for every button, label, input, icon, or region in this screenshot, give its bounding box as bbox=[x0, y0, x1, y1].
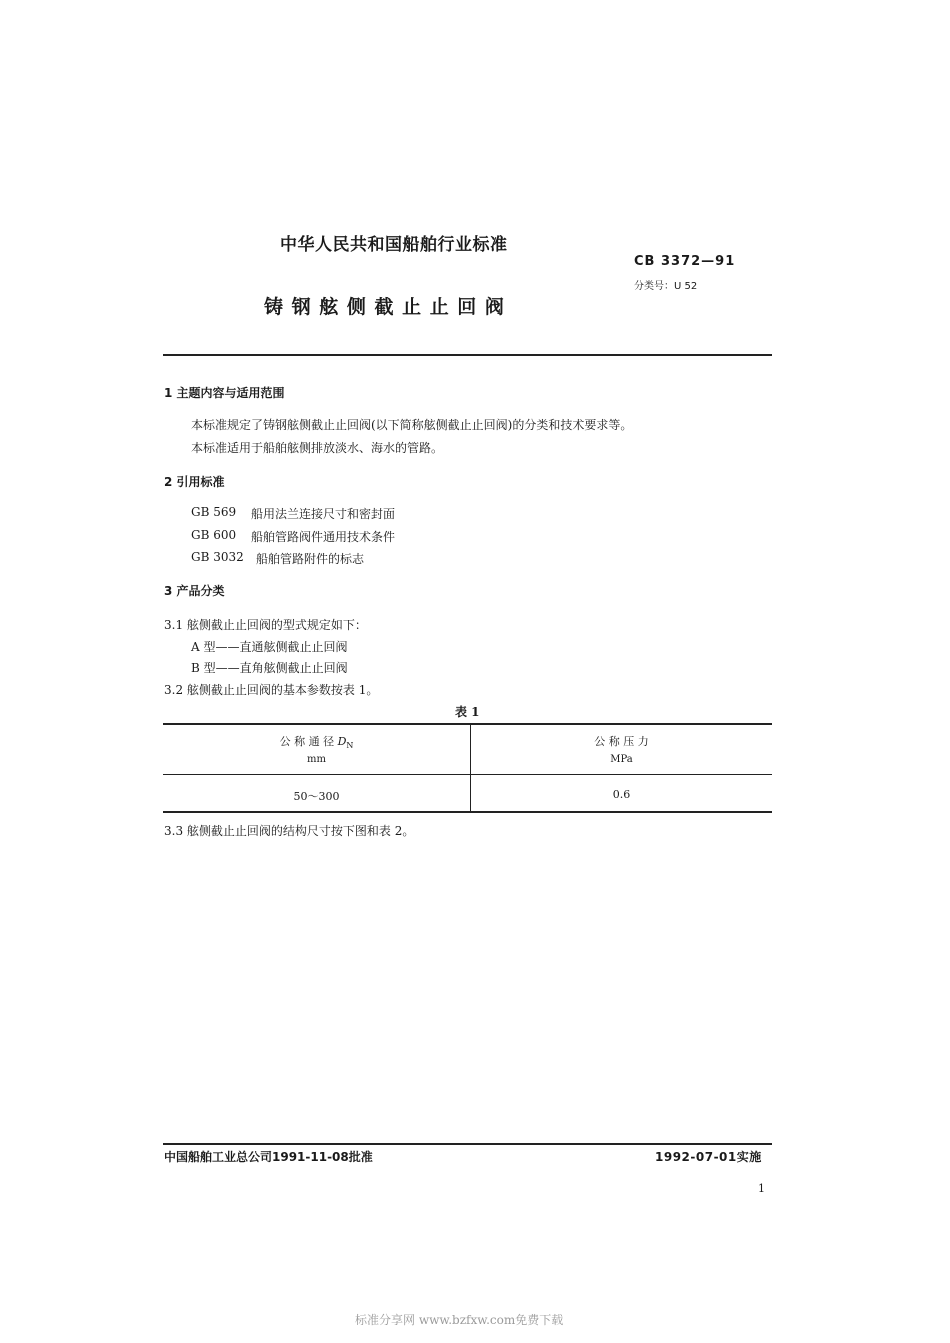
table-header-rule bbox=[163, 774, 772, 775]
table-header-nominal-diameter-unit: mm bbox=[307, 754, 326, 765]
section-2-heading: 2 引用标准 bbox=[164, 475, 225, 489]
table-cell-pressure: 0.6 bbox=[612, 788, 631, 801]
type-b-line: B 型——直角舷侧截止止回阀 bbox=[191, 661, 348, 675]
col1-head-symbol: D bbox=[337, 735, 347, 748]
section-3-heading: 3 产品分类 bbox=[164, 584, 225, 598]
standard-code: CB 3372—91 bbox=[634, 254, 736, 269]
table-caption: 表 1 bbox=[455, 705, 480, 719]
watermark-text: 标准分享网 www.bzfxw.com免费下载 bbox=[355, 1313, 564, 1327]
clause-3-2: 3.2 舷侧截止止回阀的基本参数按表 1。 bbox=[164, 683, 379, 697]
org-title: 中华人民共和国船舶行业标准 bbox=[280, 235, 508, 255]
table-bottom-rule bbox=[163, 811, 772, 813]
footer-divider bbox=[163, 1143, 772, 1145]
header-divider bbox=[163, 354, 772, 356]
reference-title: 船舶管路附件的标志 bbox=[256, 552, 365, 566]
col1-head-text: 公 称 通 径 bbox=[279, 735, 335, 748]
reference-code: GB 569 bbox=[191, 505, 237, 519]
table-top-rule bbox=[163, 723, 772, 725]
section-1-paragraph-2: 本标准适用于船舶舷侧排放淡水、海水的管路。 bbox=[191, 441, 444, 455]
approval-statement: 中国船舶工业总公司1991-11-08批准 bbox=[164, 1150, 373, 1164]
effective-date: 1992-07-01实施 bbox=[655, 1150, 762, 1164]
page-number: 1 bbox=[758, 1182, 765, 1195]
reference-code: GB 3032 bbox=[191, 550, 244, 564]
table-header-nominal-pressure-unit: MPa bbox=[610, 754, 633, 765]
reference-title: 船用法兰连接尺寸和密封面 bbox=[251, 507, 396, 521]
document-title: 铸 钢 舷 侧 截 止 止 回 阀 bbox=[264, 296, 505, 318]
clause-3-1: 3.1 舷侧截止止回阀的型式规定如下： bbox=[164, 618, 367, 632]
table-header-nominal-diameter bbox=[163, 733, 470, 750]
reference-code: GB 600 bbox=[191, 528, 237, 542]
table-header-nominal-pressure: 公 称 压 力 bbox=[594, 735, 649, 748]
reference-title: 船舶管路阀件通用技术条件 bbox=[251, 530, 396, 544]
section-1-paragraph-1: 本标准规定了铸钢舷侧截止止回阀(以下简称舷侧截止止回阀)的分类和技术要求等。 bbox=[191, 418, 633, 432]
col1-head-subscript: N bbox=[346, 741, 354, 751]
type-a-line: A 型——直通舷侧截止止回阀 bbox=[191, 640, 348, 654]
section-1-heading: 1 主题内容与适用范围 bbox=[164, 386, 285, 400]
table-cell-diameter-range: 50～300 bbox=[293, 790, 340, 803]
classification-number: 分类号：U 52 bbox=[634, 281, 698, 292]
clause-3-3: 3.3 舷侧截止止回阀的结构尺寸按下图和表 2。 bbox=[164, 824, 415, 838]
